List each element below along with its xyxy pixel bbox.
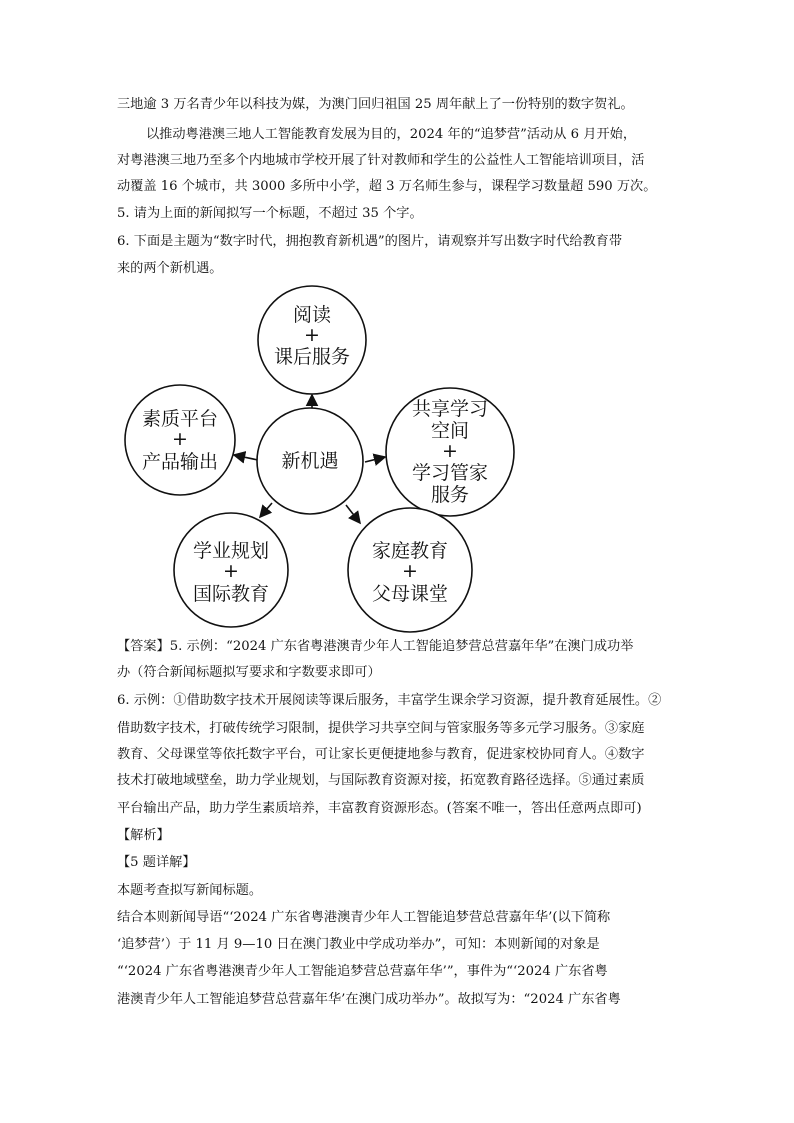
left-text-2: + bbox=[172, 428, 188, 450]
right-text-4: 学习管家 bbox=[411, 462, 489, 484]
bottom-left-text-1: 学业规划 bbox=[192, 540, 270, 562]
answer-line-4: 借助数字技术，打破传统学习限制，提供学习共享空间与管家服务等多元学习服务。③家庭 bbox=[117, 721, 645, 736]
body-line-2: 以推动粤港澳三地人工智能教育发展为目的，2024 年的“追梦营”活动从 6 月开始， bbox=[146, 127, 637, 142]
analysis-line-3: ‘追梦营’）于 11 月 9—10 日在澳门教业中学成功举办”，可知：本则新闻的对象是 bbox=[117, 937, 600, 952]
answer-line-7: 平台输出产品，助力学生素质培养，丰富教育资源形态。(答案不唯一，答出任意两点即可) bbox=[117, 801, 642, 816]
analysis-line-4: “‘2024 广东省粤港澳青少年人工智能追梦营总营嘉年华’”，事件为“‘2024 广东省粤 bbox=[117, 964, 608, 979]
answer-line-5: 教育、父母课堂等依托数字平台，可让家长更便捷地参与教育，促进家校协同育人。④数字 bbox=[117, 747, 645, 762]
analysis-line-1: 本题考查拟写新闻标题。 bbox=[117, 883, 263, 898]
analysis-line-2: 结合本则新闻导语“‘2024 广东省粤港澳青少年人工智能追梦营总营嘉年华’(以下简称 bbox=[117, 910, 611, 925]
arrow-to-bottom-right bbox=[346, 505, 360, 523]
arrow-to-left bbox=[234, 455, 258, 460]
question-6-line-1: 6. 下面是主题为“数字时代，拥抱教育新机遇”的图片，请观察并写出数字时代给教育带 bbox=[117, 234, 623, 249]
analysis-label: 【解析】 bbox=[117, 828, 170, 843]
bottom-left-text-3: 国际教育 bbox=[192, 583, 270, 605]
bottom-right-text-1: 家庭教育 bbox=[371, 540, 449, 562]
right-text-5: 服务 bbox=[430, 484, 470, 506]
answer-line-3: 6. 示例：①借助数字技术开展阅读等课后服务，丰富学生课余学习资源，提升教育延展性。② bbox=[117, 693, 662, 708]
answer-line-2: 办（符合新闻标题拟写要求和字数要求即可） bbox=[117, 665, 381, 680]
analysis-q5-head: 【5 题详解】 bbox=[117, 855, 196, 870]
top-text-3: 课后服务 bbox=[273, 346, 351, 368]
top-text-1: 阅读 bbox=[292, 304, 332, 326]
left-text-1: 素质平台 bbox=[141, 408, 219, 430]
arrow-to-bottom-left bbox=[260, 503, 272, 517]
body-line-4: 动覆盖 16 个城市，共 3000 多所中小学，超 3 万名师生参与，课程学习数量超 590 万次。 bbox=[117, 179, 657, 194]
right-text-1: 共享学习 bbox=[411, 398, 489, 420]
left-text-3: 产品输出 bbox=[141, 451, 219, 473]
arrow-to-right bbox=[365, 457, 385, 462]
bottom-right-text-3: 父母课堂 bbox=[371, 583, 449, 605]
question-5: 5. 请为上面的新闻拟写一个标题，不超过 35 个字。 bbox=[117, 206, 423, 221]
analysis-line-5: 港澳青少年人工智能追梦营总营嘉年华’在澳门成功举办”。故拟写为：“2024 广东省粤 bbox=[117, 992, 621, 1007]
bottom-right-text-2: + bbox=[402, 560, 418, 582]
answer-line-1: 【答案】5. 示例：“2024 广东省粤港澳青少年人工智能追梦营总营嘉年华”在澳门成功举 bbox=[117, 639, 634, 654]
body-line-3: 对粤港澳三地乃至多个内地城市学校开展了针对教师和学生的公益性人工智能培训项目，活 bbox=[117, 153, 645, 168]
right-text-3: + bbox=[442, 440, 458, 462]
new-opportunities-diagram bbox=[120, 285, 540, 635]
question-6-line-2: 来的两个新机遇。 bbox=[117, 261, 223, 276]
bottom-left-text-2: + bbox=[223, 560, 239, 582]
top-text-2: + bbox=[304, 324, 320, 346]
right-text-2: 空间 bbox=[430, 420, 470, 442]
body-line-1: 三地逾 3 万名青少年以科技为媒，为澳门回归祖国 25 周年献上了一份特别的数字贺礼。 bbox=[117, 97, 634, 112]
answer-line-6: 技术打破地域壁垒，助力学业规划，与国际教育资源对接，拓宽教育路径选择。⑤通过素质 bbox=[117, 773, 645, 788]
center-label: 新机遇 bbox=[281, 450, 339, 472]
